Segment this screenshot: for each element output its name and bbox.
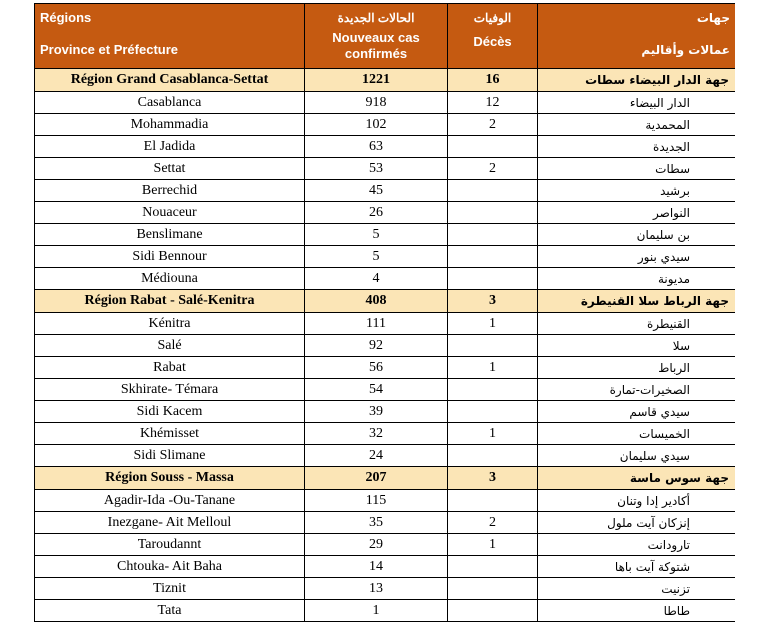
name-fr-cell: Kénitra	[35, 313, 305, 335]
name-ar-cell: جهة سوس ماسة	[538, 467, 736, 490]
name-fr-cell: Skhirate- Témara	[35, 379, 305, 401]
deaths-cell	[448, 445, 538, 467]
table-row	[35, 92, 736, 114]
name-fr-cell: Benslimane	[35, 224, 305, 246]
table-row	[35, 423, 736, 445]
new-cases-cell: 63	[305, 136, 448, 158]
name-fr-cell: Nouaceur	[35, 202, 305, 224]
name-ar-cell: الرباط	[538, 357, 736, 379]
name-fr-cell: Inezgane- Ait Melloul	[35, 512, 305, 534]
name-fr-cell: Mohammadia	[35, 114, 305, 136]
name-ar-cell: مديونة	[538, 268, 736, 290]
header-deaths-ar: الوفيات	[473, 11, 512, 25]
name-fr-cell: Agadir-Ida -Ou-Tanane	[35, 490, 305, 512]
name-ar-cell: الصخيرات-تمارة	[538, 379, 736, 401]
new-cases-cell: 1	[305, 600, 448, 622]
new-cases-cell: 918	[305, 92, 448, 114]
deaths-cell	[448, 202, 538, 224]
new-cases-cell: 56	[305, 357, 448, 379]
table-row	[35, 379, 736, 401]
name-fr-cell: Rabat	[35, 357, 305, 379]
name-ar-cell: النواصر	[538, 202, 736, 224]
table-row	[35, 268, 736, 290]
deaths-cell: 1	[448, 534, 538, 556]
new-cases-cell: 115	[305, 490, 448, 512]
name-ar-cell: أكادير إدا وتنان	[538, 490, 736, 512]
table-row	[35, 578, 736, 600]
table-row	[35, 512, 736, 534]
deaths-cell: 1	[448, 357, 538, 379]
name-fr-cell: Tata	[35, 600, 305, 622]
table-header-row	[35, 4, 736, 69]
new-cases-cell: 26	[305, 202, 448, 224]
header-regions-label: Régions	[40, 10, 92, 25]
name-fr-cell: Tiznit	[35, 578, 305, 600]
name-ar-cell: سيدي بنور	[538, 246, 736, 268]
name-fr-cell: El Jadida	[35, 136, 305, 158]
new-cases-cell: 39	[305, 401, 448, 423]
name-ar-cell: شتوكة آيت باها	[538, 556, 736, 578]
header-province-ar-label: عمالات وأقاليم	[641, 43, 730, 57]
table-row	[35, 335, 736, 357]
deaths-cell: 16	[448, 69, 538, 92]
deaths-cell: 3	[448, 467, 538, 490]
name-ar-cell: الجديدة	[538, 136, 736, 158]
table-row	[35, 202, 736, 224]
new-cases-cell: 53	[305, 158, 448, 180]
name-ar-cell: جهة الدار البيضاء سطات	[538, 69, 736, 92]
name-fr-cell: Sidi Bennour	[35, 246, 305, 268]
deaths-cell: 12	[448, 92, 538, 114]
cases-table-container	[34, 3, 735, 627]
new-cases-cell: 14	[305, 556, 448, 578]
table-row	[35, 534, 736, 556]
name-ar-cell: تارودانت	[538, 534, 736, 556]
name-fr-cell: Chtouka- Ait Baha	[35, 556, 305, 578]
header-new-cases	[305, 4, 448, 69]
name-fr-cell: Berrechid	[35, 180, 305, 202]
name-ar-cell: الخميسات	[538, 423, 736, 445]
new-cases-cell: 45	[305, 180, 448, 202]
table-row	[35, 401, 736, 423]
new-cases-cell: 32	[305, 423, 448, 445]
deaths-cell: 2	[448, 158, 538, 180]
new-cases-cell: 54	[305, 379, 448, 401]
header-regions-ar	[538, 4, 736, 69]
deaths-cell	[448, 335, 538, 357]
deaths-cell	[448, 268, 538, 290]
name-fr-cell: Khémisset	[35, 423, 305, 445]
new-cases-cell: 5	[305, 246, 448, 268]
name-ar-cell: طاطا	[538, 600, 736, 622]
header-deaths	[448, 4, 538, 69]
table-row	[35, 600, 736, 622]
deaths-cell: 1	[448, 423, 538, 445]
deaths-cell	[448, 401, 538, 423]
deaths-cell	[448, 136, 538, 158]
new-cases-cell: 35	[305, 512, 448, 534]
name-ar-cell: الدار البيضاء	[538, 92, 736, 114]
deaths-cell	[448, 224, 538, 246]
deaths-cell: 2	[448, 114, 538, 136]
name-fr-cell: Sidi Kacem	[35, 401, 305, 423]
name-ar-cell: القنيطرة	[538, 313, 736, 335]
deaths-cell	[448, 490, 538, 512]
name-fr-cell: Région Souss - Massa	[35, 467, 305, 490]
header-new-cases-fr: Nouveaux cas confirmés	[332, 30, 420, 61]
new-cases-cell: 1221	[305, 69, 448, 92]
new-cases-cell: 207	[305, 467, 448, 490]
new-cases-cell: 13	[305, 578, 448, 600]
header-province-label: Province et Préfecture	[40, 42, 179, 57]
region-row	[35, 467, 736, 490]
deaths-cell	[448, 246, 538, 268]
table-row	[35, 246, 736, 268]
table-row	[35, 224, 736, 246]
table-row	[35, 136, 736, 158]
table-row	[35, 445, 736, 467]
name-ar-cell: سلا	[538, 335, 736, 357]
name-fr-cell: Région Rabat - Salé-Kenitra	[35, 290, 305, 313]
name-ar-cell: برشيد	[538, 180, 736, 202]
new-cases-cell: 4	[305, 268, 448, 290]
name-fr-cell: Casablanca	[35, 92, 305, 114]
name-ar-cell: تزنيت	[538, 578, 736, 600]
name-fr-cell: Settat	[35, 158, 305, 180]
table-row	[35, 313, 736, 335]
name-fr-cell: Région Grand Casablanca-Settat	[35, 69, 305, 92]
deaths-cell: 1	[448, 313, 538, 335]
name-fr-cell: Salé	[35, 335, 305, 357]
deaths-cell	[448, 578, 538, 600]
table-row	[35, 357, 736, 379]
cases-table	[34, 3, 735, 622]
deaths-cell	[448, 556, 538, 578]
table-row	[35, 490, 736, 512]
name-ar-cell: سيدي قاسم	[538, 401, 736, 423]
header-deaths-fr: Décès	[473, 34, 512, 49]
region-row	[35, 290, 736, 313]
table-body	[35, 69, 736, 622]
name-ar-cell: سيدي سليمان	[538, 445, 736, 467]
name-ar-cell: بن سليمان	[538, 224, 736, 246]
table-row	[35, 158, 736, 180]
region-row	[35, 69, 736, 92]
new-cases-cell: 408	[305, 290, 448, 313]
table-row	[35, 180, 736, 202]
deaths-cell	[448, 379, 538, 401]
new-cases-cell: 29	[305, 534, 448, 556]
deaths-cell	[448, 180, 538, 202]
table-row	[35, 114, 736, 136]
deaths-cell	[448, 600, 538, 622]
name-ar-cell: إنزكان آيت ملول	[538, 512, 736, 534]
name-ar-cell: جهة الرباط سلا القنيطرة	[538, 290, 736, 313]
new-cases-cell: 5	[305, 224, 448, 246]
name-fr-cell: Sidi Slimane	[35, 445, 305, 467]
name-ar-cell: المحمدية	[538, 114, 736, 136]
name-ar-cell: سطات	[538, 158, 736, 180]
name-fr-cell: Taroudannt	[35, 534, 305, 556]
new-cases-cell: 111	[305, 313, 448, 335]
name-fr-cell: Médiouna	[35, 268, 305, 290]
header-regions-ar-label: جهات	[696, 11, 730, 25]
header-new-cases-ar: الحالات الجديدة	[337, 11, 415, 25]
deaths-cell: 3	[448, 290, 538, 313]
header-regions-fr	[35, 4, 305, 69]
deaths-cell: 2	[448, 512, 538, 534]
table-row	[35, 556, 736, 578]
new-cases-cell: 92	[305, 335, 448, 357]
new-cases-cell: 24	[305, 445, 448, 467]
new-cases-cell: 102	[305, 114, 448, 136]
